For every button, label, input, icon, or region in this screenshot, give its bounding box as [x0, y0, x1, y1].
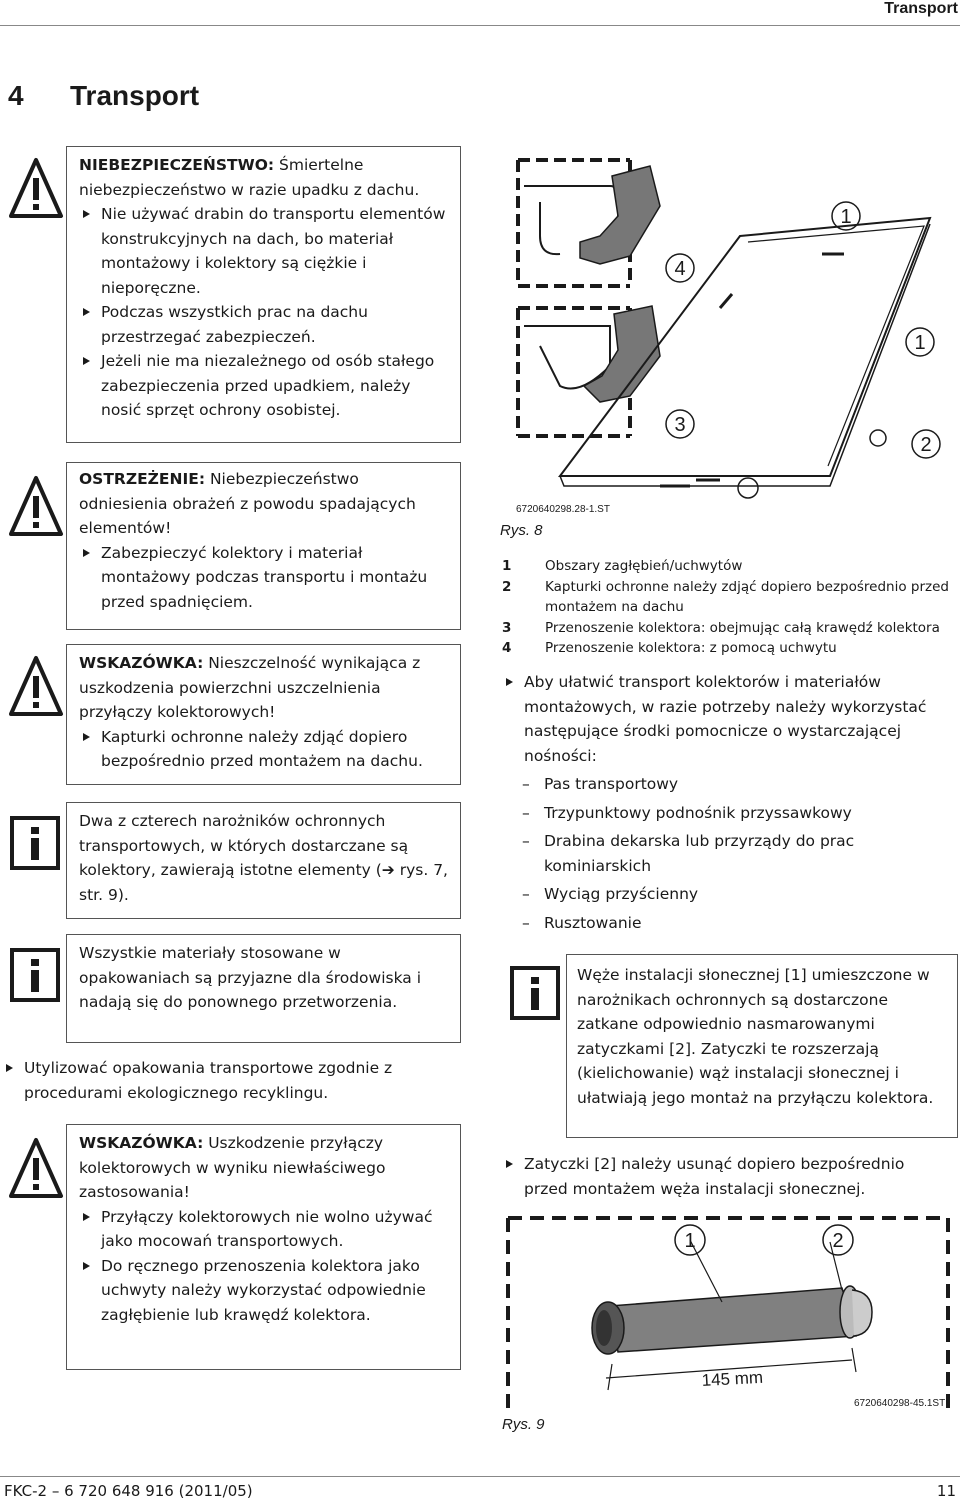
info-note-2 — [66, 934, 461, 1043]
info-note-3 — [566, 954, 958, 1138]
transport-aids — [502, 670, 952, 935]
figure-9-callout-2: 2 — [832, 1230, 844, 1252]
aid-item: – Wyciąg przyścienny — [522, 882, 952, 907]
figure-9-callout-1: 1 — [684, 1230, 696, 1252]
legend-number: 2 — [502, 578, 512, 595]
caution-label: WSKAZÓWKA: — [79, 654, 204, 672]
caution-message: Nieszczelność wynikająca z uszkodzenia powierzchni uszczelnienia przyłączy kolektorowych! — [79, 654, 421, 721]
legend-text: Przenoszenie kolektora: z pomocą uchwytu — [545, 640, 837, 656]
chapter-title: Transport — [70, 80, 200, 111]
document-code: FKC-2 – 6 720 648 916 (2011/05) — [4, 1482, 253, 1500]
info-icon — [10, 948, 60, 1002]
footer-rule — [0, 1476, 960, 1477]
caps-instruction — [502, 1152, 942, 1201]
aid-item: – Rusztowanie — [522, 911, 952, 936]
warning-triangle-icon — [8, 156, 64, 222]
page-header-bar — [0, 0, 960, 26]
warning-label: OSTRZEŻENIE: — [79, 470, 206, 488]
transport-aids-list — [502, 772, 952, 935]
legend-text: Obszary zagłębień/uchwytów — [545, 558, 743, 574]
legend-number: 4 — [502, 640, 512, 656]
aid-item: – Pas transportowy — [522, 772, 952, 797]
connector-label: WSKAZÓWKA: — [79, 1134, 204, 1152]
warning-bullet-1: Zabezpieczyć kolektory i materiał montażowy podczas transportu i montażu przed spadnięciem. — [79, 541, 450, 615]
figure-8-illustration — [500, 146, 956, 520]
danger-bullet-3: Jeżeli nie ma niezależnego od osób stałego zabezpieczenia przed upadkiem, należy nosić sprzęt ochrony osobistej. — [79, 349, 450, 423]
figure-8-code: 6720640298.28-1.ST — [516, 504, 610, 515]
danger-label: NIEBEZPIECZEŃSTWO: — [79, 156, 275, 174]
warning-message: Niebezpieczeństwo odniesienia obrażeń z powodu spadających elementów! — [79, 470, 416, 537]
caution-notice — [66, 644, 461, 785]
figure-9-caption: Rys. 9 — [502, 1416, 545, 1433]
running-header: Transport — [884, 0, 958, 17]
connector-bullet-2: Do ręcznego przenoszenia kolektora jako uchwyty należy wykorzystać odpowiednie zagłębienie lub krawędź kolektora. — [79, 1254, 450, 1328]
warning-triangle-icon — [8, 654, 64, 720]
info-note-3-text: Węże instalacji słonecznej [1] umieszczone w narożnikach ochronnych są dostarczone zatkane odpowiednio nasmarowanymi zatyczkami [2]. Zatyczki te rozszerzają (kielichowanie) wąż instalacji słonecznej i ułatwiają jego montaż na przyłączu kolektora. — [577, 966, 934, 1107]
legend-item — [502, 577, 958, 618]
danger-notice — [66, 146, 461, 443]
legend-number: 1 — [502, 558, 512, 574]
warning-triangle-icon — [8, 1136, 64, 1202]
figure-8-callout-2: 2 — [920, 434, 932, 456]
info-icon — [510, 966, 560, 1020]
info-icon — [10, 816, 60, 870]
legend-text: Przenoszenie kolektora: obejmując całą krawędź kolektora — [545, 619, 940, 636]
page-number: 11 — [936, 1482, 956, 1500]
legend-number: 3 — [502, 619, 512, 636]
figure-8-caption: Rys. 8 — [500, 522, 543, 539]
figure-9-dimension: 145 mm — [701, 1367, 764, 1390]
connector-bullet-1: Przyłączy kolektorowych nie wolno używać jako mocowań transportowych. — [79, 1205, 450, 1254]
warning-notice — [66, 462, 461, 630]
connector-notice — [66, 1124, 461, 1370]
connector-notice-text — [79, 1131, 450, 1205]
danger-notice-text — [79, 153, 450, 202]
warning-notice-text — [79, 467, 450, 541]
legend-text: Kapturki ochronne należy zdjąć dopiero bezpośrednio przed montażem na dachu — [545, 578, 949, 615]
info-note-2-text: Wszystkie materiały stosowane w opakowaniach są przyjazne dla środowiska i nadają się do ponownego przetworzenia. — [79, 944, 422, 1011]
warning-triangle-icon — [8, 474, 64, 540]
legend-item — [502, 618, 958, 639]
caution-bullet-1: Kapturki ochronne należy zdjąć dopiero bezpośrednio przed montażem na dachu. — [79, 725, 450, 774]
danger-bullet-1: Nie używać drabin do transportu elementów konstrukcyjnych na dach, bo materiał montażowy i kolektory są ciężkie i nieporęczne. — [79, 202, 450, 300]
danger-bullet-2: Podczas wszystkich prac na dachu przestrzegać zabezpieczeń. — [79, 300, 450, 349]
caps-bullet: Zatyczki [2] należy usunąć dopiero bezpośrednio przed montażem węża instalacji słonecznej. — [502, 1152, 942, 1201]
aid-item: – Drabina dekarska lub przyrządy do prac kominiarskich — [522, 829, 952, 878]
info-note-1 — [66, 802, 461, 919]
recycle-instruction — [2, 1056, 442, 1105]
figure-8-callout-3: 3 — [674, 414, 686, 436]
figure-8-callout-1a: 1 — [840, 206, 852, 228]
figure-9-code: 6720640298-45.1ST — [854, 1398, 946, 1409]
recycle-bullet: Utylizować opakowania transportowe zgodnie z procedurami ekologicznego recyklingu. — [2, 1056, 442, 1105]
figure-8-callout-4: 4 — [674, 258, 686, 280]
chapter-number: 4 — [8, 80, 24, 111]
transport-aids-intro: Aby ułatwić transport kolektorów i materiałów montażowych, w razie potrzeby należy wykorzystać następujące środki pomocnicze o wystarczającej nośności: — [502, 670, 952, 768]
danger-message: Śmiertelne niebezpieczeństwo w razie upadku z dachu. — [79, 156, 420, 199]
connector-message: Uszkodzenie przyłączy kolektorowych w wyniku niewłaściwego zastosowania! — [79, 1134, 386, 1201]
figure-9-illustration — [500, 1214, 956, 1414]
figure-8-callout-1b: 1 — [914, 332, 926, 354]
info-note-1-text: Dwa z czterech narożników ochronnych transportowych, w których dostarczane są kolektory, zawierają istotne elementy (➔ rys. 7, str. 9). — [79, 812, 448, 904]
figure-8-legend — [502, 556, 958, 659]
aid-item: – Trzypunktowy podnośnik przyssawkowy — [522, 801, 952, 826]
caution-notice-text — [79, 651, 450, 725]
chapter-heading — [8, 80, 199, 112]
legend-item — [502, 556, 958, 577]
legend-item — [502, 638, 958, 659]
